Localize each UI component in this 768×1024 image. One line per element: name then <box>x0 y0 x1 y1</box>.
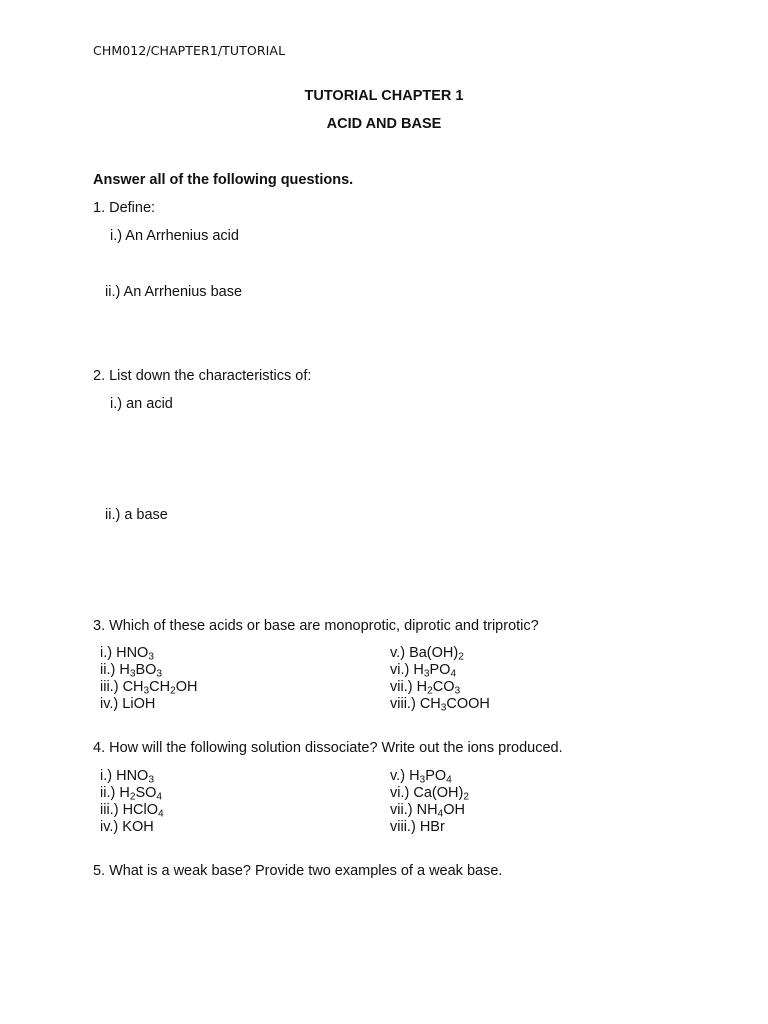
formula-item-label: iii.) <box>100 679 123 695</box>
question-4: 4. How will the following solution dissociate? Write out the ions produced. <box>93 740 563 756</box>
formula-item-label: vi.) <box>390 785 414 801</box>
question-2: 2. List down the characteristics of: <box>93 368 312 384</box>
formula-subscript: 3 <box>454 685 461 697</box>
formula-subscript: 2 <box>463 791 469 803</box>
formula-item <box>390 679 490 696</box>
formula-text: OH <box>443 802 465 818</box>
formula-subscript: 2 <box>129 791 136 803</box>
formula-item-label: iv.) <box>100 819 123 835</box>
formula-text: Ba(OH) <box>409 645 459 661</box>
formula-subscript: 3 <box>148 774 154 786</box>
formula-text: NH <box>416 802 438 818</box>
formula-item <box>100 645 198 662</box>
formula-item <box>390 645 490 662</box>
formula-item <box>100 768 164 785</box>
formula-text: H <box>119 785 130 801</box>
formula-item <box>100 785 164 802</box>
formula-text: H <box>416 679 428 695</box>
formula-item-label: v.) <box>390 768 410 784</box>
formula-text: HClO <box>122 802 159 818</box>
formula-item-label: iii.) <box>100 802 123 818</box>
formula-subscript: 3 <box>143 685 150 697</box>
formula-item <box>390 785 469 802</box>
formula-text: BO <box>135 662 157 678</box>
question-2-item-2: ii.) a base <box>105 507 168 523</box>
formula-item <box>100 696 198 713</box>
formula-item <box>100 679 198 696</box>
formula-text: H <box>409 768 420 784</box>
formula-subscript: 3 <box>423 668 430 680</box>
formula-text: COOH <box>446 696 490 712</box>
question-5: 5. What is a weak base? Provide two examples of a weak base. <box>93 863 503 879</box>
formula-subscript: 4 <box>156 791 163 803</box>
formula-item <box>390 696 490 713</box>
formula-text: Ca(OH) <box>413 785 464 801</box>
formula-text: H <box>413 662 424 678</box>
formula-item-label: v.) <box>390 645 410 661</box>
formula-item-label: viii.) <box>390 819 420 835</box>
formula-text: PO <box>425 768 447 784</box>
formula-subscript: 3 <box>148 651 154 663</box>
formula-text: CO <box>432 679 455 695</box>
question-3: 3. Which of these acids or base are monoprotic, diprotic and triprotic? <box>93 618 539 634</box>
formula-text: PO <box>429 662 451 678</box>
formula-text: CH <box>419 696 441 712</box>
formula-item <box>100 662 198 679</box>
formula-text: HNO <box>116 768 149 784</box>
title-topic: ACID AND BASE <box>326 116 442 132</box>
formula-item-label: vii.) <box>390 679 417 695</box>
formula-item-label: vii.) <box>390 802 417 818</box>
formula-subscript: 3 <box>440 702 447 714</box>
formula-subscript: 4 <box>450 668 457 680</box>
question-4-list-left <box>100 768 164 836</box>
formula-item <box>390 819 469 836</box>
formula-item-label: i.) <box>100 645 117 661</box>
formula-text: HNO <box>116 645 149 661</box>
formula-text: H <box>119 662 130 678</box>
formula-item <box>390 662 490 679</box>
formula-item-label: i.) <box>100 768 117 784</box>
formula-item <box>390 802 469 819</box>
formula-text: CH <box>122 679 144 695</box>
title-chapter: TUTORIAL CHAPTER 1 <box>304 88 464 104</box>
formula-item <box>390 768 469 785</box>
formula-subscript: 2 <box>458 651 464 663</box>
question-2-item-1: i.) an acid <box>110 396 173 412</box>
question-3-list-left <box>100 645 198 713</box>
formula-text: CH <box>149 679 171 695</box>
formula-subscript: 3 <box>419 774 426 786</box>
formula-subscript: 4 <box>158 808 164 820</box>
formula-subscript: 2 <box>170 685 176 697</box>
formula-text: HBr <box>419 819 445 835</box>
question-1: 1. Define: <box>93 200 156 216</box>
formula-text: LiOH <box>122 696 156 712</box>
formula-item-label: ii.) <box>100 785 120 801</box>
course-code-header: CHM012/CHAPTER1/TUTORIAL <box>93 43 286 58</box>
formula-item-label: iv.) <box>100 696 123 712</box>
formula-subscript: 2 <box>427 685 433 697</box>
formula-item-label: ii.) <box>100 662 120 678</box>
formula-item <box>100 819 164 836</box>
question-4-list-right <box>390 768 469 836</box>
formula-subscript: 3 <box>156 668 163 680</box>
formula-subscript: 3 <box>129 668 136 680</box>
formula-subscript: 4 <box>446 774 452 786</box>
formula-item-label: vi.) <box>390 662 414 678</box>
instruction-text: Answer all of the following questions. <box>93 172 354 188</box>
formula-subscript: 4 <box>437 808 444 820</box>
question-1-item-2: ii.) An Arrhenius base <box>105 284 243 300</box>
formula-item <box>100 802 164 819</box>
question-1-item-1: i.) An Arrhenius acid <box>110 228 239 244</box>
formula-text: KOH <box>122 819 154 835</box>
formula-text: SO <box>135 785 157 801</box>
formula-text: OH <box>175 679 198 695</box>
formula-item-label: viii.) <box>390 696 420 712</box>
question-3-list-right <box>390 645 490 713</box>
